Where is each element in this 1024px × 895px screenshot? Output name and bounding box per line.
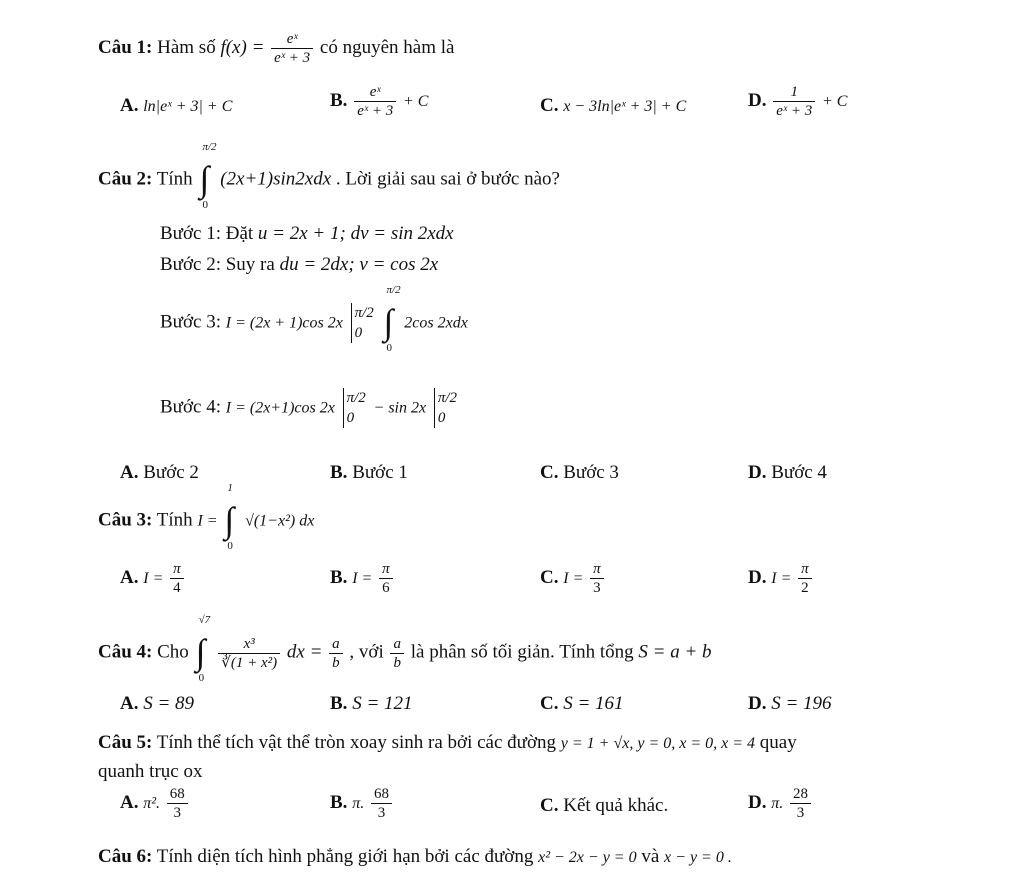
q2-option-b[interactable] (330, 462, 408, 484)
question-label: Câu 3: (98, 509, 153, 531)
option-letter: A. (120, 566, 139, 588)
question-text: Hàm số (157, 36, 216, 58)
fraction (379, 560, 393, 597)
integral-upper: 1 (227, 482, 233, 494)
option-letter: B. (330, 462, 348, 483)
fraction-numerator: a (390, 635, 404, 654)
option-letter: B. (330, 693, 348, 714)
option-letter: C. (540, 566, 559, 588)
question-3 (98, 482, 315, 552)
function-expr: f(x) = (220, 36, 265, 58)
question-4 (98, 614, 712, 684)
step-label: Bước 1: (160, 223, 221, 244)
integral-sign (382, 284, 401, 354)
option-letter: C. (540, 795, 559, 816)
option-prefix: I = (771, 569, 792, 587)
fraction (371, 785, 392, 822)
fraction (790, 785, 811, 822)
question-text: Tính (156, 168, 193, 190)
fraction-denominator: 2 (801, 580, 809, 596)
fraction-denominator: b (393, 654, 401, 671)
fraction-numerator: 28 (790, 785, 811, 804)
question-text: quanh trục ox (98, 761, 203, 782)
q4-option-d[interactable] (748, 693, 832, 715)
option-letter: C. (540, 693, 559, 714)
q2-step-1 (160, 223, 454, 245)
integral-upper: √7 (198, 614, 211, 626)
option-letter: B. (330, 89, 348, 111)
fraction-numerator: x³ (218, 635, 280, 654)
question-label: Câu 2: (98, 168, 153, 190)
q4-option-b[interactable] (330, 693, 413, 715)
question-label: Câu 4: (98, 641, 153, 663)
eval-lower: 0 (346, 410, 355, 426)
question-text: Cho (157, 641, 189, 663)
step-label: Bước 4: (160, 396, 221, 418)
fraction-denominator: eˣ + 3 (776, 103, 813, 119)
fraction-denominator: 4 (173, 580, 181, 596)
option-text: Bước 3 (563, 462, 619, 483)
q2-step-3 (160, 284, 468, 354)
q3-option-c[interactable] (540, 560, 606, 597)
integrand: (2x+1)sin2xdx (220, 168, 332, 190)
fraction (773, 83, 815, 120)
eval-bar (351, 303, 374, 343)
integral-symbol: ∫ (199, 159, 210, 199)
option-letter: D. (748, 566, 767, 588)
q2-option-d[interactable] (748, 462, 827, 484)
fraction-denominator: 3 (593, 580, 601, 596)
fraction (798, 560, 812, 597)
question-text-end: có nguyên hàm là (319, 36, 455, 58)
integral-sign (197, 141, 217, 211)
step-math-mid: − sin 2x (373, 399, 427, 417)
integral-lower: 0 (386, 342, 393, 354)
integral-lower: 0 (202, 199, 208, 211)
fraction-denominator: 3 (796, 805, 805, 821)
step-math-end: 2cos 2xdx (404, 314, 468, 332)
q5-option-d[interactable] (748, 785, 813, 822)
q1-option-c[interactable] (540, 95, 686, 117)
option-text: S = 196 (771, 693, 832, 714)
integral-symbol: ∫ (383, 302, 394, 342)
fraction-denominator: 3 (377, 805, 386, 821)
option-prefix: I = (352, 569, 373, 587)
fraction (170, 560, 184, 597)
q2-option-c[interactable] (540, 462, 619, 484)
q2-option-a[interactable] (120, 462, 199, 484)
option-text: S = 121 (352, 693, 413, 714)
option-prefix: I = (563, 569, 584, 587)
q4-option-a[interactable] (120, 693, 194, 715)
eval-bar (343, 388, 366, 428)
fraction (167, 785, 188, 822)
fraction (218, 635, 280, 672)
fraction-numerator: eˣ (354, 83, 396, 102)
fraction-ab-2 (390, 635, 404, 672)
option-text: Bước 2 (143, 462, 199, 483)
step-math: u = 2x + 1; dv = sin 2xdx (257, 223, 454, 244)
question-5 (98, 732, 797, 754)
question-text-end: là phân số tối giản. Tính tổng (410, 641, 634, 663)
fraction-ab (329, 635, 343, 672)
option-suffix: + C (402, 92, 429, 110)
option-letter: C. (540, 462, 559, 483)
integral-lower: 0 (227, 540, 233, 552)
option-letter: A. (120, 791, 139, 813)
eval-lower: 0 (437, 410, 446, 426)
eval-bar-2 (434, 388, 457, 428)
eval-upper: π/2 (354, 305, 374, 321)
option-letter: D. (748, 693, 767, 714)
question-label: Câu 6: (98, 846, 153, 867)
fraction-denominator: b (332, 654, 340, 671)
q1-option-b[interactable] (330, 83, 428, 120)
option-suffix: + C (822, 92, 848, 110)
q4-option-c[interactable] (540, 693, 624, 715)
integral-lower: 0 (198, 672, 205, 684)
question-math-2: x − y = 0 . (664, 849, 732, 866)
option-letter: C. (540, 95, 559, 116)
option-text: Kết quả khác. (563, 795, 669, 816)
option-letter: B. (330, 791, 348, 813)
step-math: du = 2dx; v = cos 2x (279, 254, 439, 275)
fraction-denominator: eˣ + 3 (357, 103, 394, 119)
option-letter: D. (748, 791, 767, 813)
option-prefix: π. (352, 794, 365, 812)
option-prefix: I = (143, 569, 164, 587)
question-2 (98, 141, 560, 211)
fraction-numerator: 68 (371, 785, 392, 804)
step-text: Suy ra (225, 254, 275, 275)
fraction-numerator: a (329, 635, 343, 654)
fraction-denominator: ∛(1 + x²) (221, 654, 278, 671)
question-text: Tính diện tích hình phẳng giới hạn bởi các đường (156, 846, 534, 867)
step-label: Bước 2: (160, 254, 221, 275)
math-prefix: I = (197, 512, 218, 530)
integral-symbol: ∫ (224, 500, 235, 540)
fraction-numerator: π (170, 560, 184, 579)
fraction-numerator: π (798, 560, 812, 579)
option-letter: B. (330, 566, 348, 588)
option-text: S = 89 (143, 693, 195, 714)
fraction (354, 83, 396, 120)
option-text: Bước 1 (352, 462, 408, 483)
option-prefix: π. (771, 794, 784, 812)
option-text: x − 3ln|eˣ + 3| + C (563, 98, 687, 115)
step-label: Bước 3: (160, 311, 221, 333)
step-text: Đặt (225, 223, 254, 244)
q1-option-d[interactable] (748, 83, 847, 120)
fraction (590, 560, 604, 597)
integral-upper: π/2 (202, 141, 217, 153)
integral-symbol: ∫ (195, 632, 206, 672)
option-letter: A. (120, 95, 139, 116)
option-letter: A. (120, 693, 139, 714)
q5-option-b[interactable] (330, 785, 394, 822)
q3-option-a[interactable] (120, 560, 186, 597)
eval-lower: 0 (354, 325, 363, 341)
q1-option-a[interactable] (120, 95, 232, 117)
fraction-denominator: eˣ + 3 (274, 50, 311, 66)
fraction-numerator: 68 (167, 785, 188, 804)
q5-option-a[interactable] (120, 785, 190, 822)
fraction-denominator: 3 (173, 805, 182, 821)
question-text-mid: , với (349, 641, 384, 663)
question-text-end: . Lời giải sau sai ở bước nào? (335, 168, 560, 190)
fraction (271, 30, 313, 67)
option-text: Bước 4 (771, 462, 827, 483)
integral-sign (222, 482, 240, 552)
q3-option-d[interactable] (748, 560, 814, 597)
option-prefix: π². (143, 794, 161, 812)
question-5-line-2 (98, 761, 202, 783)
fraction-numerator: π (379, 560, 393, 579)
integrand: √(1−x²) dx (245, 512, 315, 530)
math-end: S = a + b (638, 641, 712, 663)
question-text-mid: và (641, 846, 660, 867)
question-1 (98, 30, 454, 67)
step-math: I = (2x+1)cos 2x (225, 399, 335, 417)
q5-option-c[interactable] (540, 795, 668, 817)
q2-step-4 (160, 388, 460, 428)
q3-option-b[interactable] (330, 560, 395, 597)
question-math-1: x² − 2x − y = 0 (538, 849, 637, 866)
step-math: I = (2x + 1)cos 2x (225, 314, 343, 332)
math-mid: dx = (286, 641, 323, 663)
option-text: ln|eˣ + 3| + C (143, 98, 233, 115)
eval-upper: π/2 (346, 390, 366, 406)
fraction-numerator: 1 (773, 83, 815, 102)
option-letter: D. (748, 462, 767, 483)
question-label: Câu 5: (98, 732, 153, 753)
eval-upper: π/2 (437, 390, 458, 406)
fraction-denominator: 6 (382, 580, 390, 596)
option-letter: A. (120, 462, 139, 483)
q2-step-2 (160, 254, 438, 276)
question-text: Tính (156, 509, 193, 531)
fraction-numerator: π (590, 560, 604, 579)
integral-sign (194, 614, 212, 684)
question-6 (98, 846, 732, 868)
question-text: Tính thể tích vật thể tròn xoay sinh ra bởi các đường (156, 732, 557, 753)
option-letter: D. (748, 89, 767, 111)
question-math: y = 1 + √x, y = 0, x = 0, x = 4 (560, 735, 756, 752)
integral-upper: π/2 (386, 284, 401, 296)
fraction-numerator: eˣ (271, 30, 313, 49)
question-text-end: quay (759, 732, 797, 753)
question-label: Câu 1: (98, 36, 153, 58)
option-text: S = 161 (563, 693, 624, 714)
